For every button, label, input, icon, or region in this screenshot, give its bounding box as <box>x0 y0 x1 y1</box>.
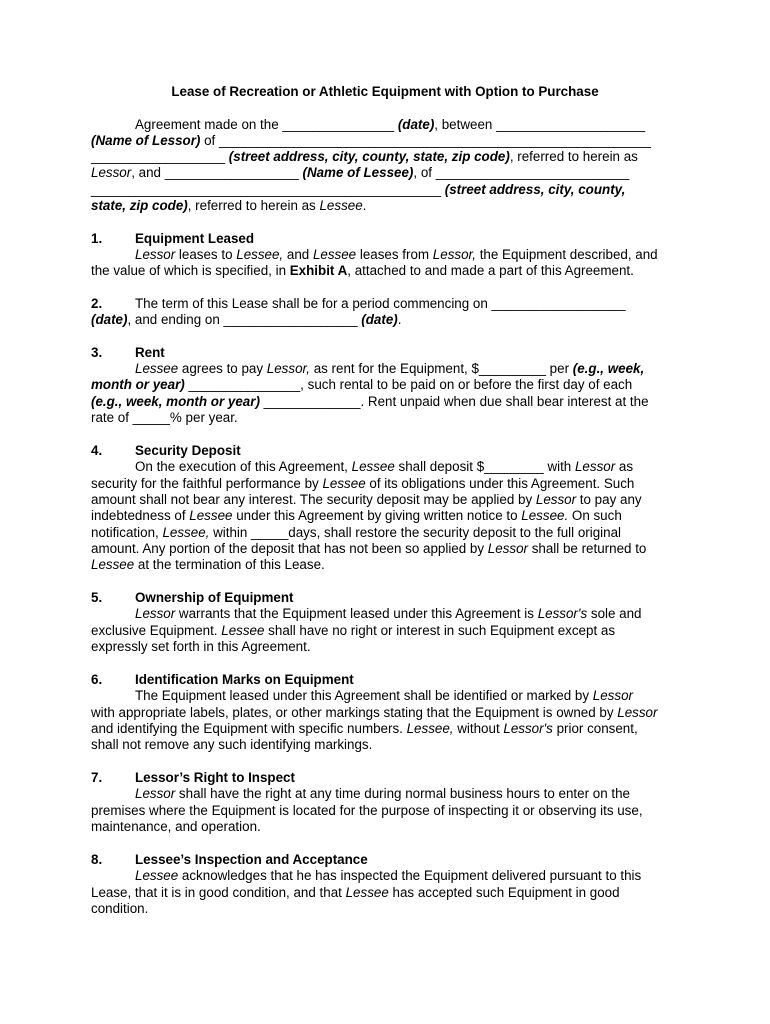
text: notification, <box>91 525 163 540</box>
text: the value of which is specified, in <box>91 263 290 278</box>
section-3-heading: Rent <box>135 345 165 360</box>
text: within _____days, shall restore the security deposit to the full original <box>209 525 621 540</box>
section-7-heading: Lessor’s Right to Inspect <box>135 770 295 785</box>
text: sole and <box>587 606 642 621</box>
section-2-number: 2. <box>91 296 103 311</box>
text: amount. Any portion of the deposit that has not been so applied by <box>91 541 488 556</box>
text: Lease, that it is in good condition, and that <box>91 885 346 900</box>
section-8-heading: Lessee’s Inspection and Acceptance <box>135 852 368 867</box>
preamble-line-5 <box>91 182 625 198</box>
text: (street address, city, county, <box>444 182 626 197</box>
text: Lessor <box>574 459 616 474</box>
text: Lessee <box>91 557 135 572</box>
text: Lessor <box>135 786 176 801</box>
text: Lessee <box>351 459 395 474</box>
text: Lessee <box>322 476 366 491</box>
text: shall have the right at any time during normal business hours to enter on the <box>175 786 631 801</box>
text: Agreement made on the _______________ <box>135 117 398 132</box>
section-3-number: 3. <box>91 345 103 360</box>
section-2-line-2 <box>91 312 401 328</box>
text: Lessee <box>345 885 389 900</box>
text: Lessee <box>312 247 357 262</box>
preamble-line-1 <box>135 117 645 133</box>
text: Lessor <box>91 165 132 180</box>
text: Lessor, <box>266 361 310 376</box>
section-4-line-7 <box>91 557 325 573</box>
section-2-line-1: The term of this Lease shall be for a period commencing on __________________ <box>135 296 626 311</box>
text: (e.g., week, month or year) <box>91 394 260 409</box>
text: the Equipment described, and <box>475 247 658 262</box>
text: warrants that the Equipment leased under this Agreement is <box>175 606 538 621</box>
text: Lessee <box>189 508 233 523</box>
text: shall have no right or interest in such Equipment except as <box>264 623 616 638</box>
section-6-number: 6. <box>91 672 103 687</box>
text: to pay any <box>576 492 642 507</box>
section-5-line-1 <box>135 606 642 622</box>
text: exclusive Equipment. <box>91 623 222 638</box>
text: , referred to herein as <box>509 149 638 164</box>
text: _____________. Rent unpaid when due shall bear interest at the <box>259 394 649 409</box>
text: Lessor <box>535 492 577 507</box>
text: indebtedness of <box>91 508 190 523</box>
text: Lessor's <box>537 606 588 621</box>
text: leases to <box>175 247 237 262</box>
text: as rent for the Equipment, $_________ per <box>309 361 573 376</box>
text: and identifying the Equipment with specific numbers. <box>91 721 407 736</box>
section-3-line-2 <box>91 377 632 393</box>
section-1-line-2 <box>91 263 634 279</box>
section-4-line-5 <box>91 525 621 541</box>
text: Lessee, <box>406 721 454 736</box>
text: The Equipment leased under this Agreement shall be identified or marked by <box>135 688 593 703</box>
document-title: Lease of Recreation or Athletic Equipment with Option to Purchase <box>171 84 599 99</box>
section-4-line-1 <box>135 459 633 475</box>
text: _______________________________________________ <box>91 182 445 197</box>
section-6-heading: Identification Marks on Equipment <box>135 672 354 687</box>
section-8-line-3: condition. <box>91 901 149 916</box>
text: , and ending on __________________ <box>127 312 362 327</box>
text: __________________ <box>91 149 229 164</box>
section-7-number: 7. <box>91 770 103 785</box>
section-5-number: 5. <box>91 590 103 605</box>
text: , attached to and made a part of this Agreement. <box>347 263 634 278</box>
text: Lessee <box>319 198 363 213</box>
text: Exhibit A <box>289 263 348 278</box>
text: , between ____________________ <box>434 117 646 132</box>
text: at the termination of this Lease. <box>134 557 325 572</box>
text: acknowledges that he has inspected the Equipment delivered pursuant to this <box>178 868 642 883</box>
section-7-line-3: maintenance, and operation. <box>91 819 261 834</box>
section-1-line-1 <box>135 247 658 263</box>
text: of __________________________________________________________ <box>200 133 651 148</box>
section-4-line-6 <box>91 541 646 557</box>
section-5-heading: Ownership of Equipment <box>135 590 294 605</box>
section-8-number: 8. <box>91 852 103 867</box>
text: (Name of Lessee) <box>302 165 414 180</box>
text: security for the faithful performance by <box>91 476 323 491</box>
text: _______________, such rental to be paid on or before the first day of each <box>184 377 633 392</box>
text: (Name of Lessor) <box>91 133 201 148</box>
section-1-number: 1. <box>91 231 103 246</box>
text: prior consent, <box>552 721 638 736</box>
text: under this Agreement by giving written notice to <box>232 508 522 523</box>
section-6-line-2 <box>91 705 657 721</box>
text: has accepted such Equipment in good <box>388 885 620 900</box>
text: shall deposit $________ with <box>394 459 575 474</box>
preamble-line-2 <box>91 133 651 149</box>
text: , referred to herein as <box>187 198 320 213</box>
text: . <box>362 198 367 213</box>
section-4-number: 4. <box>91 443 103 458</box>
text: Lessor's <box>503 721 553 736</box>
text: Lessor, <box>432 247 476 262</box>
section-5-line-2 <box>91 623 615 639</box>
section-4-line-2 <box>91 476 634 492</box>
text: On the execution of this Agreement, <box>135 459 352 474</box>
text: month or year) <box>91 377 185 392</box>
text: Lessor <box>617 705 658 720</box>
section-8-line-2 <box>91 885 620 901</box>
section-5-line-3: expressly set forth in this Agreement. <box>91 639 311 654</box>
text: and <box>283 247 313 262</box>
text: , and __________________ <box>131 165 303 180</box>
text: . <box>397 312 402 327</box>
text: Lessor <box>592 688 633 703</box>
text: Lessor <box>135 606 176 621</box>
text: Lessee <box>221 623 265 638</box>
text: without <box>453 721 504 736</box>
text: Lessee <box>135 361 179 376</box>
text: (street address, city, county, state, zip code) <box>228 149 510 164</box>
text: shall be returned to <box>528 541 647 556</box>
text: state, zip code) <box>91 198 188 213</box>
text: Lessor <box>487 541 528 556</box>
text: (date) <box>91 312 128 327</box>
section-3-line-3 <box>91 394 649 410</box>
section-7-line-1 <box>135 786 630 802</box>
section-1-heading: Equipment Leased <box>135 231 255 246</box>
text: amount shall not bear any interest. The security deposit may be applied by <box>91 492 536 507</box>
text: as <box>615 459 634 474</box>
text: of its obligations under this Agreement. Such <box>365 476 635 491</box>
text: (date) <box>397 117 435 132</box>
text: Lessee. <box>521 508 569 523</box>
section-8-line-1 <box>135 868 641 884</box>
text: (date) <box>361 312 398 327</box>
section-4-heading: Security Deposit <box>135 443 241 458</box>
section-6-line-4: shall not remove any such identifying markings. <box>91 737 373 752</box>
text: Lessee, <box>162 525 210 540</box>
text: Lessee <box>135 868 179 883</box>
section-6-line-3 <box>91 721 638 737</box>
text: agrees to pay <box>178 361 267 376</box>
text: Lessor <box>135 247 176 262</box>
section-3-line-4: rate of _____% per year. <box>91 410 238 425</box>
preamble-line-3 <box>91 149 638 165</box>
section-7-line-2: premises where the Equipment is located for the purpose of inspecting it or observing its use, <box>91 803 643 818</box>
text: leases from <box>356 247 433 262</box>
text: On such <box>568 508 622 523</box>
preamble-line-6 <box>91 198 366 214</box>
preamble-line-4 <box>91 165 629 181</box>
text: (e.g., week, <box>572 361 645 376</box>
text: , of __________________________ <box>413 165 630 180</box>
section-4-line-3 <box>91 492 642 508</box>
section-4-line-4 <box>91 508 622 524</box>
text: with appropriate labels, plates, or other markings stating that the Equipment is owned by <box>91 705 618 720</box>
text: Lessee, <box>236 247 284 262</box>
section-6-line-1 <box>135 688 633 704</box>
section-3-line-1 <box>135 361 644 377</box>
